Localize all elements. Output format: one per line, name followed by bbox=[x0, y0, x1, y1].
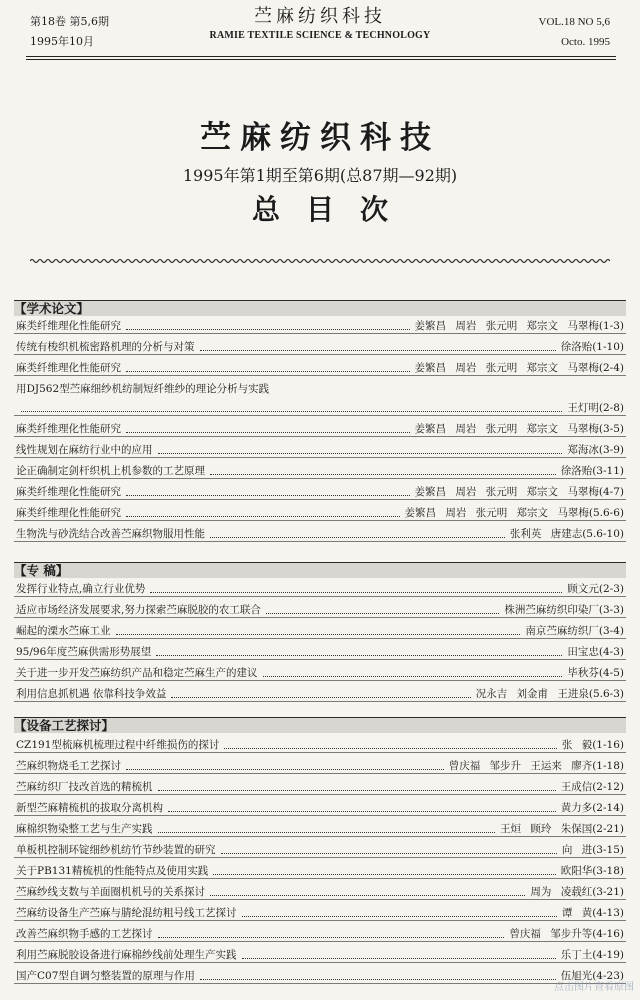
toc-entry bbox=[14, 757, 626, 774]
entry-authors: 谭 黄(4-13) bbox=[561, 907, 624, 919]
toc-entry bbox=[14, 799, 626, 816]
entry-title: 国产C07型自调匀整装置的原理与作用 bbox=[16, 970, 195, 982]
entry-title: 麻类纤维理化性能研究 bbox=[16, 320, 121, 332]
toc-entry bbox=[14, 504, 626, 521]
leader-dots bbox=[126, 495, 410, 496]
entry-title: 苎麻织物烧毛工艺探讨 bbox=[16, 760, 121, 772]
leader-dots bbox=[242, 958, 556, 959]
leader-dots bbox=[150, 592, 562, 593]
toc-entry bbox=[14, 904, 626, 921]
entry-authors: 南京苎麻纺织厂(3-4) bbox=[525, 625, 624, 637]
section-header-special: 【专 稿】 bbox=[14, 562, 626, 578]
entry-title: 麻类纤维理化性能研究 bbox=[16, 362, 121, 374]
toc-entry bbox=[14, 925, 626, 942]
entry-title: 95/96年度苎麻供需形势展望 bbox=[16, 646, 152, 658]
leader-dots bbox=[158, 832, 496, 833]
entry-title: 生物洗与砂洗结合改善苎麻织物服用性能 bbox=[16, 528, 205, 540]
publication-date: 1995年10月 bbox=[30, 35, 94, 48]
view-original-watermark: 点击图片查看原图 bbox=[554, 982, 634, 993]
leader-dots bbox=[126, 769, 444, 770]
leader-dots bbox=[21, 411, 562, 412]
entry-authors: 王灯明(2-8) bbox=[567, 402, 624, 414]
entry-authors: 姜繁昌 周岩 张元明 郑宗文 马翠梅(5.6-6) bbox=[404, 507, 624, 519]
entry-title: 适应市场经济发展要求,努力探索苎麻脱胶的农工联合 bbox=[16, 604, 261, 616]
entry-title: 利用信息抓机遇 依靠科技争效益 bbox=[16, 688, 167, 700]
leader-dots bbox=[158, 453, 563, 454]
publication-date-en: Octo. 1995 bbox=[561, 36, 610, 48]
entry-title: 线性规划在麻纺行业中的应用 bbox=[16, 444, 153, 456]
entry-title: 苎麻纺织厂技改首选的精梳机 bbox=[16, 781, 153, 793]
entry-authors: 乐丁土(4-19) bbox=[560, 949, 624, 961]
entry-authors: 张 毅(1-16) bbox=[561, 739, 624, 751]
toc-entry bbox=[14, 580, 626, 597]
entry-authors: 株洲苎麻纺织印染厂(3-3) bbox=[504, 604, 624, 616]
leader-dots bbox=[126, 329, 410, 330]
leader-dots bbox=[126, 516, 400, 517]
leader-dots bbox=[242, 916, 557, 917]
volume-issue-en: VOL.18 NO 5,6 bbox=[538, 16, 610, 28]
toc-entry bbox=[14, 967, 626, 984]
entry-title: 麻类纤维理化性能研究 bbox=[16, 507, 121, 519]
toc-entry bbox=[14, 841, 626, 858]
toc-title: 总目次 bbox=[251, 193, 414, 226]
entry-authors: 况永吉 刘金甫 王进泉(5.6-3) bbox=[475, 688, 624, 700]
entry-title: 崛起的溧水苎麻工业 bbox=[16, 625, 111, 637]
leader-dots bbox=[168, 811, 556, 812]
entry-authors: 欧阳华(3-18) bbox=[560, 865, 624, 877]
entry-title: 关于进一步开发苎麻纺织产品和稳定苎麻生产的建议 bbox=[16, 667, 258, 679]
entry-title: 麻类纤维理化性能研究 bbox=[16, 423, 121, 435]
toc-entry bbox=[14, 622, 626, 639]
entry-title: 麻棉织物染整工艺与生产实践 bbox=[16, 823, 153, 835]
entry-title: 传统有梭织机梳密路机理的分析与对策 bbox=[16, 341, 195, 353]
leader-dots bbox=[158, 937, 505, 938]
toc-entry bbox=[14, 883, 626, 900]
entry-authors: 毕秋芬(4-5) bbox=[567, 667, 624, 679]
toc-entry bbox=[14, 862, 626, 879]
header-center bbox=[170, 6, 470, 44]
toc-entry bbox=[14, 338, 626, 355]
leader-dots bbox=[210, 474, 556, 475]
entry-authors: 张利英 唐建志(5.6-10) bbox=[509, 528, 624, 540]
leader-dots bbox=[263, 676, 563, 677]
toc-entry bbox=[14, 601, 626, 618]
entry-authors: 王烜 顾玲 朱保国(2-21) bbox=[500, 823, 624, 835]
leader-dots bbox=[156, 655, 562, 656]
entry-title: 苎麻纺设备生产苎麻与腈纶混纺粗号线工艺探讨 bbox=[16, 907, 237, 919]
toc-entry bbox=[14, 820, 626, 837]
header-left bbox=[30, 12, 109, 52]
entry-authors: 徐洛贻(1-10) bbox=[560, 341, 624, 353]
entry-authors: 郑海冰(3-9) bbox=[567, 444, 624, 456]
toc-entry bbox=[14, 483, 626, 500]
leader-dots bbox=[210, 895, 525, 896]
entry-title: 新型苎麻精梳机的拔取分离机构 bbox=[16, 802, 163, 814]
header-rule bbox=[26, 56, 616, 57]
leader-dots bbox=[200, 979, 556, 980]
header-right bbox=[539, 12, 611, 52]
entry-title: 麻类纤维理化性能研究 bbox=[16, 486, 121, 498]
entry-authors: 徐洛贻(3-11) bbox=[560, 465, 624, 477]
toc-entry bbox=[14, 525, 626, 542]
entry-title: 单板机控制环锭细纱机纺竹节纱装置的研究 bbox=[16, 844, 216, 856]
toc-entry bbox=[14, 359, 626, 376]
leader-dots bbox=[266, 613, 500, 614]
header-rule-thin bbox=[26, 59, 616, 60]
entry-title: 关于PB131精梳机的性能特点及使用实践 bbox=[16, 865, 209, 877]
toc-entry bbox=[14, 643, 626, 660]
entry-authors: 黄力多(2-14) bbox=[560, 802, 624, 814]
entry-authors: 姜繁昌 周岩 张元明 郑宗文 马翠梅(2-4) bbox=[414, 362, 624, 374]
toc-entry bbox=[14, 946, 626, 963]
issue-range: 1995年第1期至第6期(总87期—92期) bbox=[182, 166, 458, 185]
leader-dots bbox=[210, 537, 505, 538]
toc-entry bbox=[14, 778, 626, 795]
entry-authors: 曾庆福 邹步升等(4-16) bbox=[509, 928, 624, 940]
decorative-wave-divider bbox=[30, 258, 610, 264]
entry-authors: 姜繁昌 周岩 张元明 郑宗文 马翠梅(3-5) bbox=[414, 423, 624, 435]
leader-dots bbox=[158, 790, 556, 791]
entry-authors: 王成信(2-12) bbox=[560, 781, 624, 793]
toc-entry bbox=[14, 420, 626, 437]
leader-dots bbox=[224, 748, 557, 749]
section-header-equipment: 【设备工艺探讨】 bbox=[14, 717, 626, 733]
toc-entry bbox=[14, 462, 626, 479]
entry-authors: 顾文元(2-3) bbox=[567, 583, 624, 595]
header-journal-en: RAMIE TEXTILE SCIENCE & TECHNOLOGY bbox=[209, 30, 431, 41]
entry-authors: 向 进(3-15) bbox=[561, 844, 624, 856]
toc-entry bbox=[14, 380, 626, 396]
leader-dots bbox=[213, 874, 555, 875]
toc-entry bbox=[14, 399, 626, 416]
entry-authors: 田宝忠(4-3) bbox=[567, 646, 624, 658]
entry-title: 用DJ562型苎麻细纱机纺制短纤维纱的理论分析与实践 bbox=[16, 383, 270, 395]
leader-dots bbox=[126, 371, 410, 372]
toc-entry bbox=[14, 664, 626, 681]
entry-authors: 姜繁昌 周岩 张元明 郑宗文 马翠梅(4-7) bbox=[414, 486, 624, 498]
leader-dots bbox=[171, 697, 470, 698]
toc-entry bbox=[14, 317, 626, 334]
toc-entry bbox=[14, 736, 626, 753]
entry-title: 苎麻纱线支数与羊面圈机机号的关系探讨 bbox=[16, 886, 205, 898]
toc-entry bbox=[14, 685, 626, 702]
entry-authors: 曾庆福 邹步升 王运来 廖齐(1-18) bbox=[448, 760, 624, 772]
running-header bbox=[0, 0, 640, 56]
section-header-academic: 【学术论文】 bbox=[14, 300, 626, 316]
entry-title: 利用苎麻脱胶设备进行麻棉纱线前处理生产实践 bbox=[16, 949, 237, 961]
entry-title: 论正确制定剑杆织机上机参数的工艺原理 bbox=[16, 465, 205, 477]
entry-title: 发挥行业特点,确立行业优势 bbox=[16, 583, 146, 595]
entry-authors: 姜繁昌 周岩 张元明 郑宗文 马翠梅(1-3) bbox=[414, 320, 624, 332]
entry-authors: 伍旭光(4-23) bbox=[560, 970, 624, 982]
volume-issue: 第18卷 第5,6期 bbox=[30, 15, 109, 28]
leader-dots bbox=[200, 350, 556, 351]
entry-title: 改善苎麻织物手感的工艺探讨 bbox=[16, 928, 153, 940]
journal-title: 苎麻纺织科技 bbox=[200, 120, 440, 156]
toc-entry bbox=[14, 441, 626, 458]
header-journal-cn: 苎麻纺织科技 bbox=[254, 6, 386, 27]
leader-dots bbox=[126, 432, 410, 433]
entry-title: CZ191型梳麻机梳理过程中纤维损伤的探讨 bbox=[16, 739, 220, 751]
entry-authors: 周为 凌载红(3-21) bbox=[530, 886, 624, 898]
leader-dots bbox=[116, 634, 521, 635]
leader-dots bbox=[221, 853, 557, 854]
